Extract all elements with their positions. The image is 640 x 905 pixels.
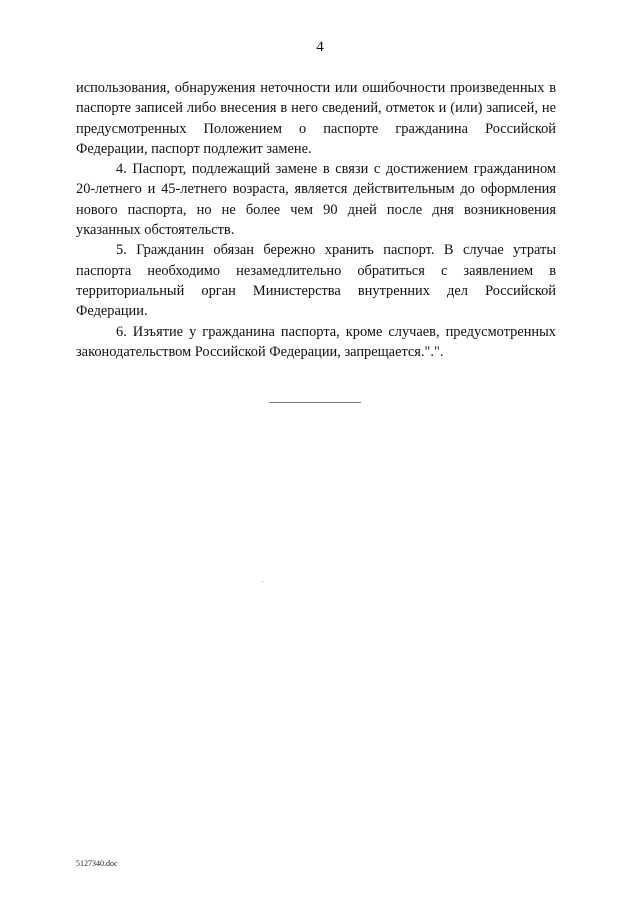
- paragraph-item-5: 5. Гражданин обязан бережно хранить паспорт. В случае утраты паспорта необходимо незамедлительно обратиться с заявлением в территориальный орган Министерства внутренних дел Российской Федерации.: [76, 242, 556, 320]
- document-body: [76, 78, 556, 362]
- paragraph-continuation: использования, обнаружения неточности или ошибочности произведенных в паспорте записей либо внесения в него сведений, отметок и (или) записей, не предусмотренных Положением о паспорте гражданина Российской Федерации, паспорт подлежит замене.: [76, 80, 556, 157]
- paragraph-item-4: 4. Паспорт, подлежащий замене в связи с достижением гражданином 20-летнего и 45-летнего возраста, является действительным до оформления нового паспорта, но не более чем 90 дней после дня возникновения указанных обстоятельств.: [76, 161, 556, 239]
- end-separator-line: [269, 402, 361, 403]
- footer-filename: 5127340.doc: [76, 859, 118, 868]
- page-number: 4: [316, 39, 324, 55]
- paragraph-item-6: 6. Изъятие у гражданина паспорта, кроме случаев, предусмотренных законодательством Российской Федерации, запрещается.".".: [76, 323, 556, 360]
- scan-speck: [262, 581, 263, 582]
